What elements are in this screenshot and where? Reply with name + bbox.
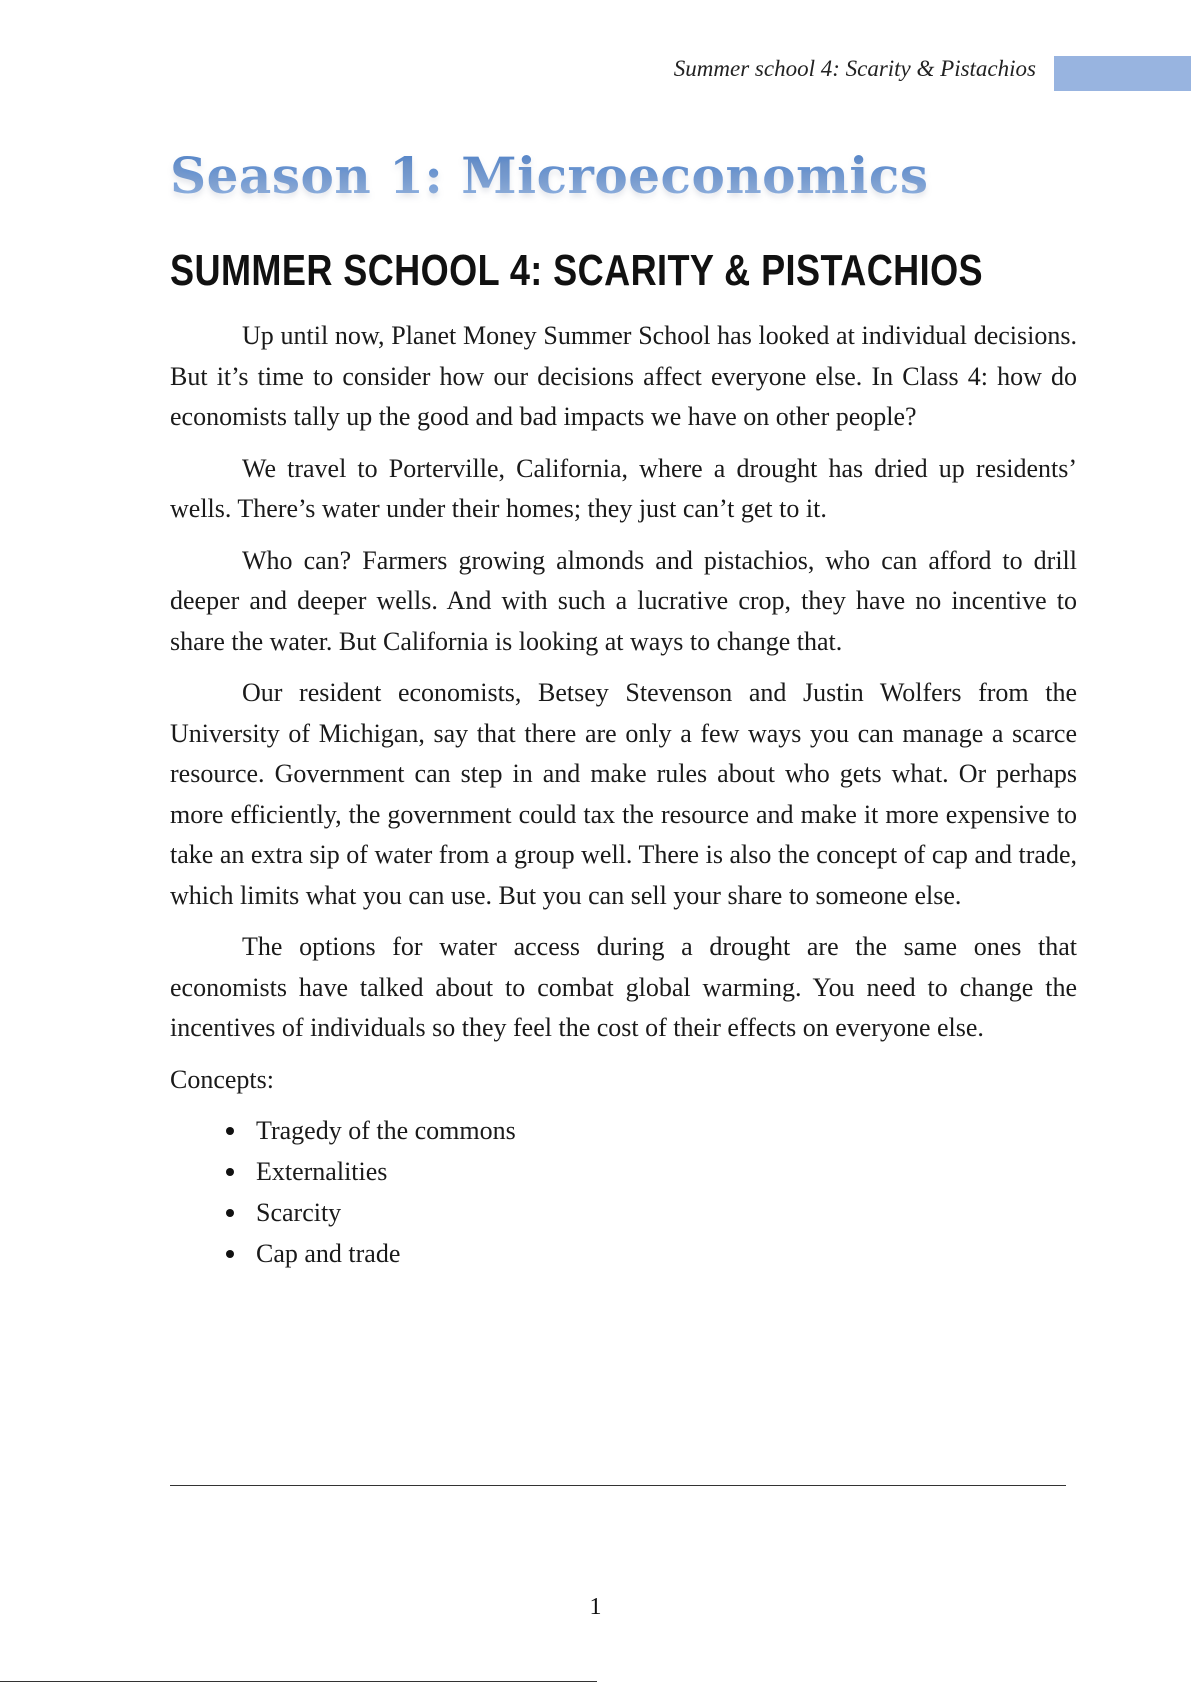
header-accent-tab bbox=[1054, 56, 1191, 91]
section-divider bbox=[170, 1485, 1066, 1486]
paragraph-porterville: We travel to Porterville, California, where a drought has dried up residents’ wells. There’s water under their homes; they just can’t get to it. bbox=[170, 453, 1077, 523]
concept-item: Cap and trade bbox=[256, 1233, 1077, 1274]
page-number: 1 bbox=[589, 1594, 602, 1620]
episode-title: SUMMER SCHOOL 4: SCARITY & PISTACHIOS bbox=[170, 246, 984, 295]
season-title: Season 1: Microeconomics bbox=[170, 146, 929, 205]
concept-item: Externalities bbox=[256, 1151, 1077, 1192]
running-header: Summer school 4: Scarity & Pistachios bbox=[673, 56, 1036, 81]
paragraph-farmers: Who can? Farmers growing almonds and pistachios, who can afford to drill deeper and deeper wells. And with such a lucrative crop, they have no incentive to share the water. But California is looking at ways to change that. bbox=[170, 545, 1077, 656]
concept-item: Scarcity bbox=[256, 1192, 1077, 1233]
concept-item: Tragedy of the commons bbox=[256, 1110, 1077, 1151]
footer-line bbox=[0, 1681, 597, 1682]
concepts-list bbox=[170, 1110, 1077, 1274]
concepts-label: Concepts: bbox=[170, 1064, 274, 1094]
body-content bbox=[170, 316, 1077, 1274]
paragraph-options: The options for water access during a drought are the same ones that economists have talked about to combat global warming. You need to change the incentives of individuals so they feel the cost of their effects on everyone else. bbox=[170, 932, 1077, 1042]
paragraph-intro: Up until now, Planet Money Summer School has looked at individual decisions. But it’s time to consider how our decisions affect everyone else. In Class 4: how do economists tally up the good and bad impacts we have on other people? bbox=[170, 321, 1077, 431]
paragraph-economists: Our resident economists, Betsey Stevenson and Justin Wolfers from the University of Michigan, say that there are only a few ways you can manage a scarce resource. Government can step in and make rules about who gets what. Or perhaps more efficiently, the government could tax the resource and make it more expensive to take an extra sip of water from a group well. There is also the concept of cap and trade, which limits what you can use. But you can sell your share to someone else. bbox=[170, 678, 1077, 910]
